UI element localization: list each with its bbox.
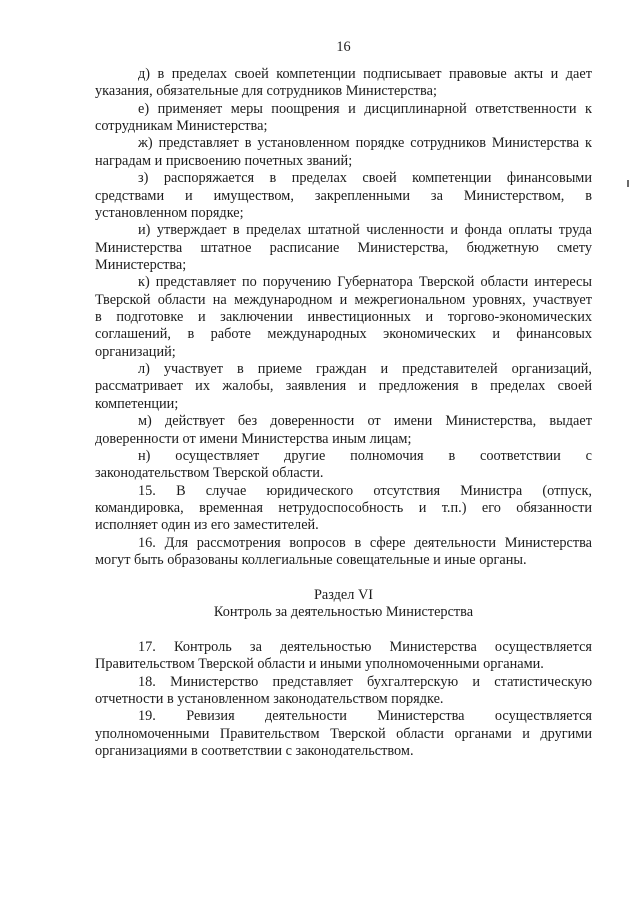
text-line: з) распоряжается в пределах своей компетенции финансовыми — [138, 170, 592, 187]
text-line: л) участвует в приеме граждан и представителей организаций, — [138, 361, 592, 378]
document-body — [95, 66, 592, 760]
text-line: 16. Для рассмотрения вопросов в сфере деятельности Министерства — [138, 534, 592, 551]
text-line: средствами и имуществом, закрепленными за Министерством, в — [95, 187, 592, 204]
text-line: 18. Министерство представляет бухгалтерскую и статистическую — [138, 673, 592, 690]
clause-15 — [95, 483, 592, 535]
text-line: законодательством Тверской области. — [95, 465, 324, 482]
text-line: исполняет один из его заместителей. — [95, 517, 319, 534]
list-item-l — [95, 361, 592, 413]
text-line: Правительством Тверской области и иными уполномоченными органами. — [95, 656, 544, 673]
list-item-d — [95, 66, 592, 101]
text-line: к) представляет по поручению Губернатора Тверской области интересы — [138, 274, 592, 291]
text-line: компетенции; — [95, 395, 179, 412]
text-line: и) утверждает в пределах штатной численности и фонда оплаты труда — [138, 222, 592, 239]
text-line: отчетности в установленном законодательством порядке. — [95, 690, 444, 707]
clause-17 — [95, 639, 592, 674]
text-line: соглашений, в работе международных экономических и финансовых — [95, 326, 592, 343]
scan-speck — [627, 180, 629, 187]
list-item-i — [95, 222, 592, 274]
text-line: ж) представляет в установленном порядке сотрудников Министерства к — [138, 135, 592, 152]
text-line: организациями в соответствии с законодательством. — [95, 743, 414, 760]
text-line: наградам и присвоению почетных званий; — [95, 152, 353, 169]
text-line: рассматривает их жалобы, заявления и предложения в пределах своей — [95, 378, 592, 395]
text-line: м) действует без доверенности от имени Министерства, выдает — [138, 413, 592, 430]
text-line: 15. В случае юридического отсутствия Министра (отпуск, — [138, 482, 592, 499]
text-line: е) применяет меры поощрения и дисциплинарной ответственности к — [138, 100, 592, 117]
text-line: 17. Контроль за деятельностью Министерства осуществляется — [138, 638, 592, 655]
text-line: указания, обязательные для сотрудников Министерства; — [95, 83, 437, 100]
clause-19 — [95, 708, 592, 760]
text-line: установленном порядке; — [95, 204, 244, 221]
clause-16 — [95, 535, 592, 570]
spacer — [95, 622, 592, 639]
list-item-e — [95, 101, 592, 136]
text-line: Министерства; — [95, 256, 187, 273]
section-title: Контроль за деятельностью Министерства — [213, 604, 474, 621]
text-line: уполномоченными Правительством Тверской области органами и другими — [95, 725, 592, 742]
text-line: н) осуществляет другие полномочия в соответствии с — [138, 447, 592, 464]
list-item-n — [95, 448, 592, 483]
list-item-zh — [95, 135, 592, 170]
spacer — [95, 569, 592, 586]
page-number: 16 — [336, 39, 351, 55]
text-line: могут быть образованы коллегиальные совещательные и иные органы. — [95, 552, 527, 569]
clause-18 — [95, 674, 592, 709]
list-item-k — [95, 274, 592, 361]
list-item-z — [95, 170, 592, 222]
text-line: в подготовке и заключении инвестиционных и торгово-экономических — [95, 309, 592, 326]
text-line: Министерства штатное расписание Министерства, бюджетную смету — [95, 239, 592, 256]
text-line: Тверской области на международном и межрегиональном уровнях, участвует — [95, 291, 592, 308]
text-line: д) в пределах своей компетенции подписывает правовые акты и дает — [138, 66, 592, 82]
section-label: Раздел VI — [313, 586, 374, 603]
list-item-m — [95, 413, 592, 448]
text-line: командировка, временная нетрудоспособность и т.п.) его обязанности — [95, 499, 592, 516]
text-line: доверенности от имени Министерства иным лицам; — [95, 430, 412, 447]
text-line: организаций; — [95, 343, 176, 360]
text-line: 19. Ревизия деятельности Министерства осуществляется — [138, 708, 592, 725]
text-line: сотрудникам Министерства; — [95, 118, 268, 135]
